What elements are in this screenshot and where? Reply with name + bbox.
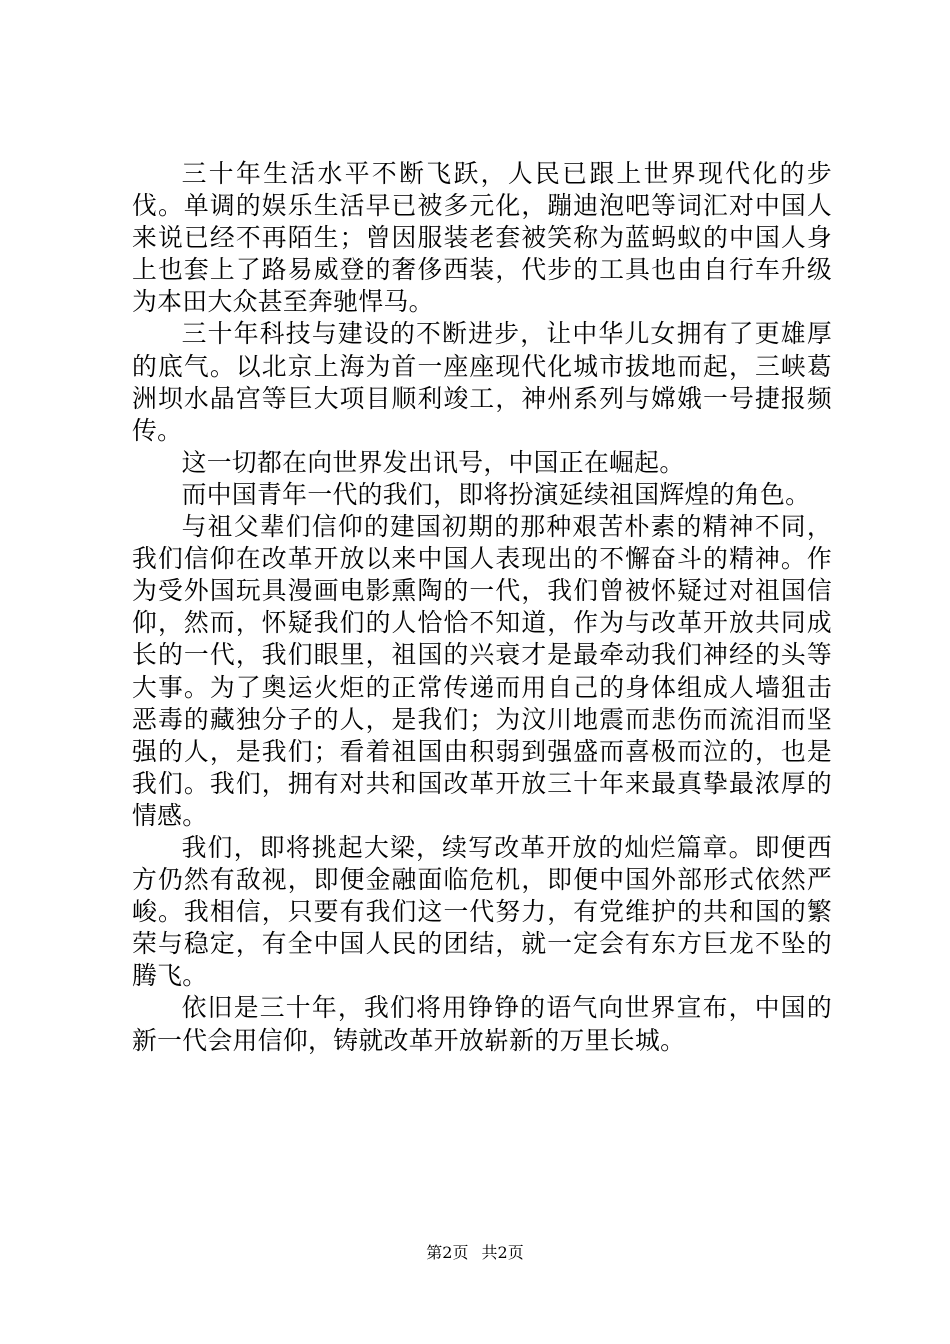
document-body: [132, 158, 832, 1057]
page-number: 第2页: [426, 1243, 469, 1262]
paragraph-2: 三十年科技与建设的不断进步，让中华儿女拥有了更雄厚的底气。以北京上海为首一座座现代化城市拔地而起，三峡葛洲坝水晶宫等巨大项目顺利竣工，神州系列与嫦娥一号捷报频传。: [132, 319, 832, 445]
page-footer: [0, 1242, 950, 1264]
paragraph-7: 依旧是三十年，我们将用铮铮的语气向世界宣布，中国的新一代会用信仰，铸就改革开放崭新的万里长城。: [132, 993, 832, 1055]
paragraph-3: 这一切都在向世界发出讯号，中国正在崛起。: [181, 447, 685, 477]
page-total: 共2页: [481, 1243, 524, 1262]
paragraph-6: 我们，即将挑起大梁，续写改革开放的灿烂篇章。即便西方仍然有敌视，即便金融面临危机，即便中国外部形式依然严峻。我相信，只要有我们这一代努力，有党维护的共和国的繁荣与稳定，有全中国人民的团结，就一定会有东方巨龙不坠的腾飞。: [132, 832, 832, 991]
paragraph-1: 三十年生活水平不断飞跃，人民已跟上世界现代化的步伐。单调的娱乐生活早已被多元化，蹦迪泡吧等词汇对中国人来说已经不再陌生；曾因服装老套被笑称为蓝蚂蚁的中国人身上也套上了路易威登的奢侈西装，代步的工具也由自行车升级为本田大众甚至奔驰悍马。: [132, 159, 832, 317]
paragraph-4: 而中国青年一代的我们，即将扮演延续祖国辉煌的角色。: [181, 479, 811, 509]
paragraph-5: 与祖父辈们信仰的建国初期的那种艰苦朴素的精神不同，我们信仰在改革开放以来中国人表现出的不懈奋斗的精神。作为受外国玩具漫画电影熏陶的一代，我们曾被怀疑过对祖国信仰，然而，怀疑我们的人恰恰不知道，作为与改革开放共同成长的一代，我们眼里，祖国的兴衰才是最牵动我们神经的头等大事。为了奥运火炬的正常传递而用自己的身体组成人墙狙击恶毒的藏独分子的人，是我们；为汶川地震而悲伤而流泪而坚强的人，是我们；看着祖国由积弱到强盛而喜极而泣的，也是我们。我们，拥有对共和国改革开放三十年来最真挚最浓厚的情感。: [132, 512, 832, 830]
